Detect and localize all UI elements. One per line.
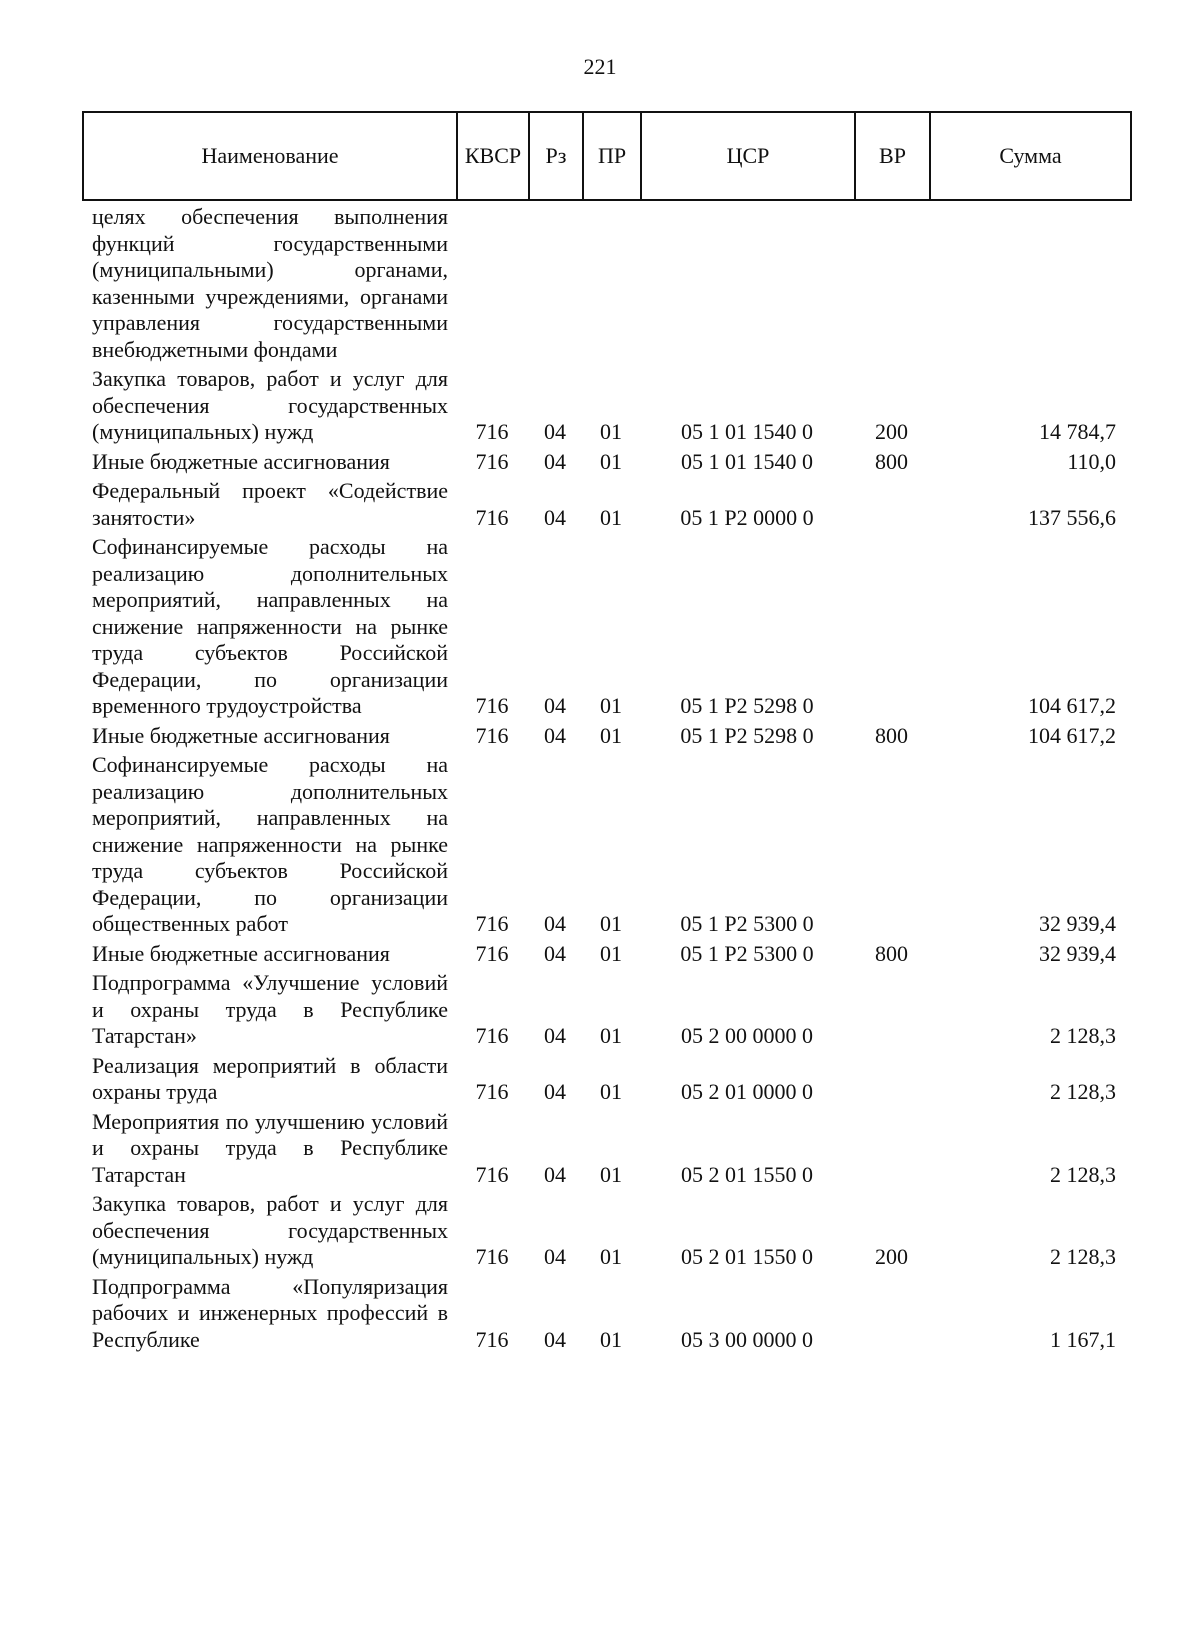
page-number: 221 <box>583 54 617 79</box>
row-pr: 01 <box>600 722 622 748</box>
row-csr: 05 1 P2 5298 0 <box>680 693 814 718</box>
row-kvsr: 716 <box>475 448 509 474</box>
table-row <box>82 1191 1130 1274</box>
row-kvsr: 716 <box>475 419 509 444</box>
row-rz: 04 <box>544 911 566 936</box>
row-name: Софинансируемые расходы на реализацию дополнительных мероприятий, направленных на снижение напряженности на рынке труда субъектов Российской Федерации, по организации временного трудоустройства <box>92 534 448 718</box>
row-sum <box>929 204 1130 366</box>
row-vr: 800 <box>875 448 908 474</box>
row-pr: 01 <box>600 504 622 530</box>
row-rz: 04 <box>544 448 566 474</box>
row-vr: 200 <box>875 1244 908 1269</box>
row-pr: 01 <box>600 1023 622 1048</box>
row-rz: 04 <box>544 1161 566 1187</box>
table-header <box>82 111 1132 201</box>
table-row <box>82 204 1130 366</box>
row-csr: 05 2 01 1550 0 <box>681 1161 813 1187</box>
row-sum: 2 128,3 <box>1050 1079 1116 1104</box>
table-row <box>82 970 1130 1053</box>
row-kvsr: 716 <box>475 940 509 966</box>
header-pr: ПР <box>583 112 641 200</box>
row-kvsr <box>456 204 528 366</box>
row-rz: 04 <box>544 1023 566 1048</box>
row-csr: 05 2 01 1550 0 <box>681 1244 813 1269</box>
row-vr <box>854 1053 929 1109</box>
row-rz: 04 <box>544 722 566 748</box>
table-row <box>82 752 1130 941</box>
row-kvsr: 716 <box>475 911 509 936</box>
row-sum: 2 128,3 <box>1050 1161 1116 1187</box>
row-kvsr: 716 <box>475 1079 509 1104</box>
row-vr: 800 <box>875 940 908 966</box>
table-row <box>82 1274 1130 1357</box>
row-rz: 04 <box>544 940 566 966</box>
row-csr: 05 2 00 0000 0 <box>681 1023 813 1048</box>
row-rz: 04 <box>544 1079 566 1104</box>
row-pr: 01 <box>600 693 622 718</box>
table-row <box>82 366 1130 449</box>
row-rz: 04 <box>544 1244 566 1269</box>
row-name: Подпрограмма «Улучшение условий и охраны труда в Республике Татарстан» <box>92 970 448 1048</box>
row-pr: 01 <box>600 448 622 474</box>
row-vr <box>854 204 929 366</box>
row-csr: 05 1 01 1540 0 <box>681 419 813 444</box>
row-name: Иные бюджетные ассигнования <box>92 448 390 474</box>
row-sum: 137 556,6 <box>1028 504 1116 530</box>
row-pr: 01 <box>600 1244 622 1269</box>
row-name: Реализация мероприятий в области охраны труда <box>92 1052 448 1104</box>
row-csr: 05 3 00 0000 0 <box>681 1326 813 1352</box>
table-row <box>82 478 1130 534</box>
row-kvsr: 716 <box>475 1023 509 1048</box>
row-vr <box>854 478 929 534</box>
row-vr <box>854 1109 929 1192</box>
row-kvsr: 716 <box>475 1161 509 1187</box>
row-rz: 04 <box>544 693 566 718</box>
row-pr: 01 <box>600 1326 622 1352</box>
row-pr: 01 <box>600 940 622 966</box>
header-csr: ЦСР <box>641 112 855 200</box>
row-sum: 14 784,7 <box>1039 419 1116 444</box>
row-rz <box>528 204 582 366</box>
row-name: Закупка товаров, работ и услуг для обеспечения государственных (муниципальных) нужд <box>92 1191 448 1269</box>
row-csr: 05 1 P2 0000 0 <box>680 504 814 530</box>
row-sum: 104 617,2 <box>1028 722 1116 748</box>
header-sum: Сумма <box>930 112 1131 200</box>
row-sum: 104 617,2 <box>1028 693 1116 718</box>
row-sum: 2 128,3 <box>1050 1023 1116 1048</box>
row-vr <box>854 970 929 1053</box>
row-csr: 05 2 01 0000 0 <box>681 1079 813 1104</box>
row-kvsr: 716 <box>475 1244 509 1269</box>
row-sum: 110,0 <box>1067 448 1116 474</box>
row-name: Мероприятия по улучшению условий и охраны труда в Республике Татарстан <box>92 1108 448 1187</box>
row-csr: 05 1 P2 5298 0 <box>680 722 814 748</box>
row-csr <box>640 204 854 366</box>
row-name: Подпрограмма «Популяризация рабочих и инженерных профессий в Республике <box>92 1273 448 1352</box>
row-pr: 01 <box>600 419 622 444</box>
row-name: Иные бюджетные ассигнования <box>92 940 390 966</box>
row-pr: 01 <box>600 1079 622 1104</box>
row-name: Софинансируемые расходы на реализацию дополнительных мероприятий, направленных на снижение напряженности на рынке труда субъектов Российской Федерации, по организации общественных работ <box>92 752 448 936</box>
row-kvsr: 716 <box>475 1326 509 1352</box>
row-csr: 05 1 P2 5300 0 <box>680 911 814 936</box>
row-rz: 04 <box>544 1326 566 1352</box>
row-sum: 32 939,4 <box>1039 940 1116 966</box>
table-row <box>82 941 1130 971</box>
row-sum: 32 939,4 <box>1039 911 1116 936</box>
row-name: Иные бюджетные ассигнования <box>92 722 390 748</box>
row-vr: 800 <box>875 722 908 748</box>
row-kvsr: 716 <box>475 504 509 530</box>
row-sum: 1 167,1 <box>1050 1326 1116 1352</box>
table-row <box>82 1053 1130 1109</box>
row-vr <box>854 752 929 941</box>
row-name: Федеральный проект «Содействие занятости» <box>92 478 448 530</box>
header-name: Наименование <box>83 112 457 200</box>
table-row <box>82 1109 1130 1192</box>
row-vr <box>854 534 929 723</box>
row-name: Закупка товаров, работ и услуг для обеспечения государственных (муниципальных) нужд <box>92 366 448 444</box>
table-row <box>82 534 1130 723</box>
row-vr: 200 <box>875 419 908 444</box>
row-sum: 2 128,3 <box>1050 1244 1116 1269</box>
row-kvsr: 716 <box>475 722 509 748</box>
row-pr <box>582 204 640 366</box>
header-rz: Рз <box>529 112 583 200</box>
row-kvsr: 716 <box>475 693 509 718</box>
row-vr <box>854 1274 929 1357</box>
row-name: целях обеспечения выполнения функций государственными (муниципальными) органами, казенными учреждениями, органами управления государственными внебюджетными фондами <box>92 204 448 362</box>
row-rz: 04 <box>544 419 566 444</box>
header-kvsr: КВСР <box>457 112 529 200</box>
header-vr: ВР <box>855 112 930 200</box>
table-row <box>82 449 1130 479</box>
table-row <box>82 723 1130 753</box>
row-rz: 04 <box>544 504 566 530</box>
row-csr: 05 1 01 1540 0 <box>681 448 813 474</box>
budget-table <box>82 204 1130 1356</box>
row-pr: 01 <box>600 911 622 936</box>
row-pr: 01 <box>600 1161 622 1187</box>
row-csr: 05 1 P2 5300 0 <box>680 940 814 966</box>
